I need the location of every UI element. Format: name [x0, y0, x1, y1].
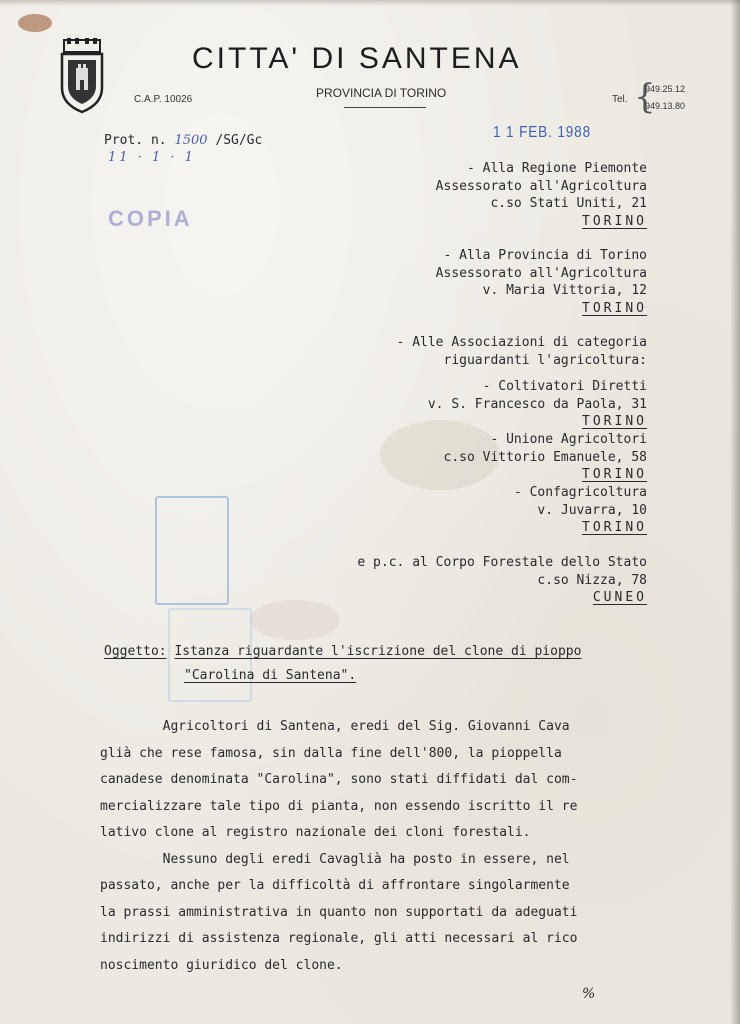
body-line: glià che rese famosa, sin dalla fine dell'800, la pioppella — [100, 745, 562, 761]
protocol-number — [104, 133, 262, 148]
addressee-city: TORINO — [582, 520, 647, 535]
addressee-line: v. S. Francesco da Paola, 31 — [427, 396, 647, 412]
addressee-line: c.so Stati Uniti, 21 — [490, 196, 647, 211]
telephone-label: Tel. — [612, 94, 628, 105]
addressee-city: TORINO — [582, 414, 647, 429]
addressee-block — [428, 378, 647, 431]
cc-line: e p.c. al Corpo Forestale dello Stato — [357, 555, 647, 570]
letter-body — [100, 714, 645, 979]
addressee-block — [397, 334, 647, 369]
subject-label: Oggetto: — [104, 644, 167, 659]
province-label: PROVINCIA DI TORINO — [316, 86, 447, 100]
paper-edge-right — [730, 0, 740, 1024]
addressee-line: - Unione Agricoltori — [490, 432, 647, 447]
paper-stain — [18, 14, 52, 32]
coat-of-arms-icon — [58, 38, 106, 114]
addressee-line: - Alle Associazioni di categoria — [396, 335, 647, 350]
cc-block — [357, 554, 647, 607]
postal-code: C.A.P. 10026 — [134, 94, 193, 105]
addressee-line: v. Maria Vittoria, 12 — [482, 283, 647, 298]
faded-stamp-mark — [155, 496, 229, 605]
date-stamp: 1 1 FEB. 1988 — [493, 124, 592, 141]
telephone-number: 949.13.80 — [645, 101, 686, 111]
addressee-line: Assessorato all'Agricoltura — [435, 178, 647, 194]
addressee-block — [436, 160, 647, 230]
addressee-line: riguardanti l'agricoltura: — [443, 352, 647, 368]
body-line: Nessuno degli eredi Cavaglià ha posto in essere, nel — [100, 851, 570, 867]
copy-stamp: COPIA — [108, 206, 193, 231]
body-line: lativo clone al registro nazionale dei cloni forestali. — [100, 825, 531, 840]
addressee-line: v. Juvarra, 10 — [537, 502, 647, 518]
body-line: canadese denominata "Carolina", sono stati diffidati dal com- — [100, 772, 578, 787]
classification-code: 11 · 1 · 1 — [108, 150, 196, 165]
paper-edge-top — [0, 0, 740, 6]
city-name-heading: CITTA' DI SANTENA — [192, 42, 522, 75]
province-underline — [344, 107, 426, 108]
addressee-block — [444, 431, 648, 484]
body-line: passato, anche per la difficoltà di affrontare singolarmente — [100, 878, 570, 893]
addressee-city: TORINO — [582, 300, 647, 316]
body-line: la prassi amministrativa in quanto non supportati da adeguati — [100, 904, 578, 920]
paper-stain — [250, 600, 340, 640]
addressee-line: Assessorato all'Agricoltura — [435, 265, 647, 281]
protocol-handwritten-number: 1500 — [174, 133, 208, 148]
protocol-prefix: Prot. n. — [104, 133, 167, 148]
addressee-line: c.so Vittorio Emanuele, 58 — [443, 449, 647, 465]
addressee-block — [514, 484, 647, 537]
subject-line — [104, 640, 581, 664]
addressee-line: - Coltivatori Diretti — [482, 379, 647, 394]
telephone-number: 949.25.12 — [645, 84, 686, 94]
addressee-city: TORINO — [582, 467, 647, 482]
body-line: noscimento giuridico del clone. — [100, 957, 343, 973]
cc-city: CUNEO — [592, 590, 647, 605]
body-line: Agricoltori di Santena, eredi del Sig. Giovanni Cava — [100, 719, 570, 734]
brace-icon: { — [634, 77, 656, 117]
body-line: mercializzare tale tipo di pianta, non essendo iscritto il re — [100, 798, 578, 814]
addressee-block — [436, 247, 647, 317]
cc-line: c.so Nizza, 78 — [537, 572, 647, 588]
page-mark: % — [582, 986, 596, 1002]
body-line: indirizzi di assistenza regionale, gli atti necessari al rico — [100, 931, 578, 946]
subject-text-continued: "Carolina di Santena". — [184, 668, 357, 683]
subject-text: Istanza riguardante l'iscrizione del clone di pioppo — [174, 644, 582, 659]
addressee-line: - Alla Regione Piemonte — [466, 161, 647, 176]
protocol-suffix: /SG/Gc — [215, 133, 263, 148]
addressee-line: - Alla Provincia di Torino — [443, 248, 647, 263]
addressee-city: TORINO — [582, 213, 647, 229]
addressee-line: - Confagricoltura — [513, 485, 647, 500]
